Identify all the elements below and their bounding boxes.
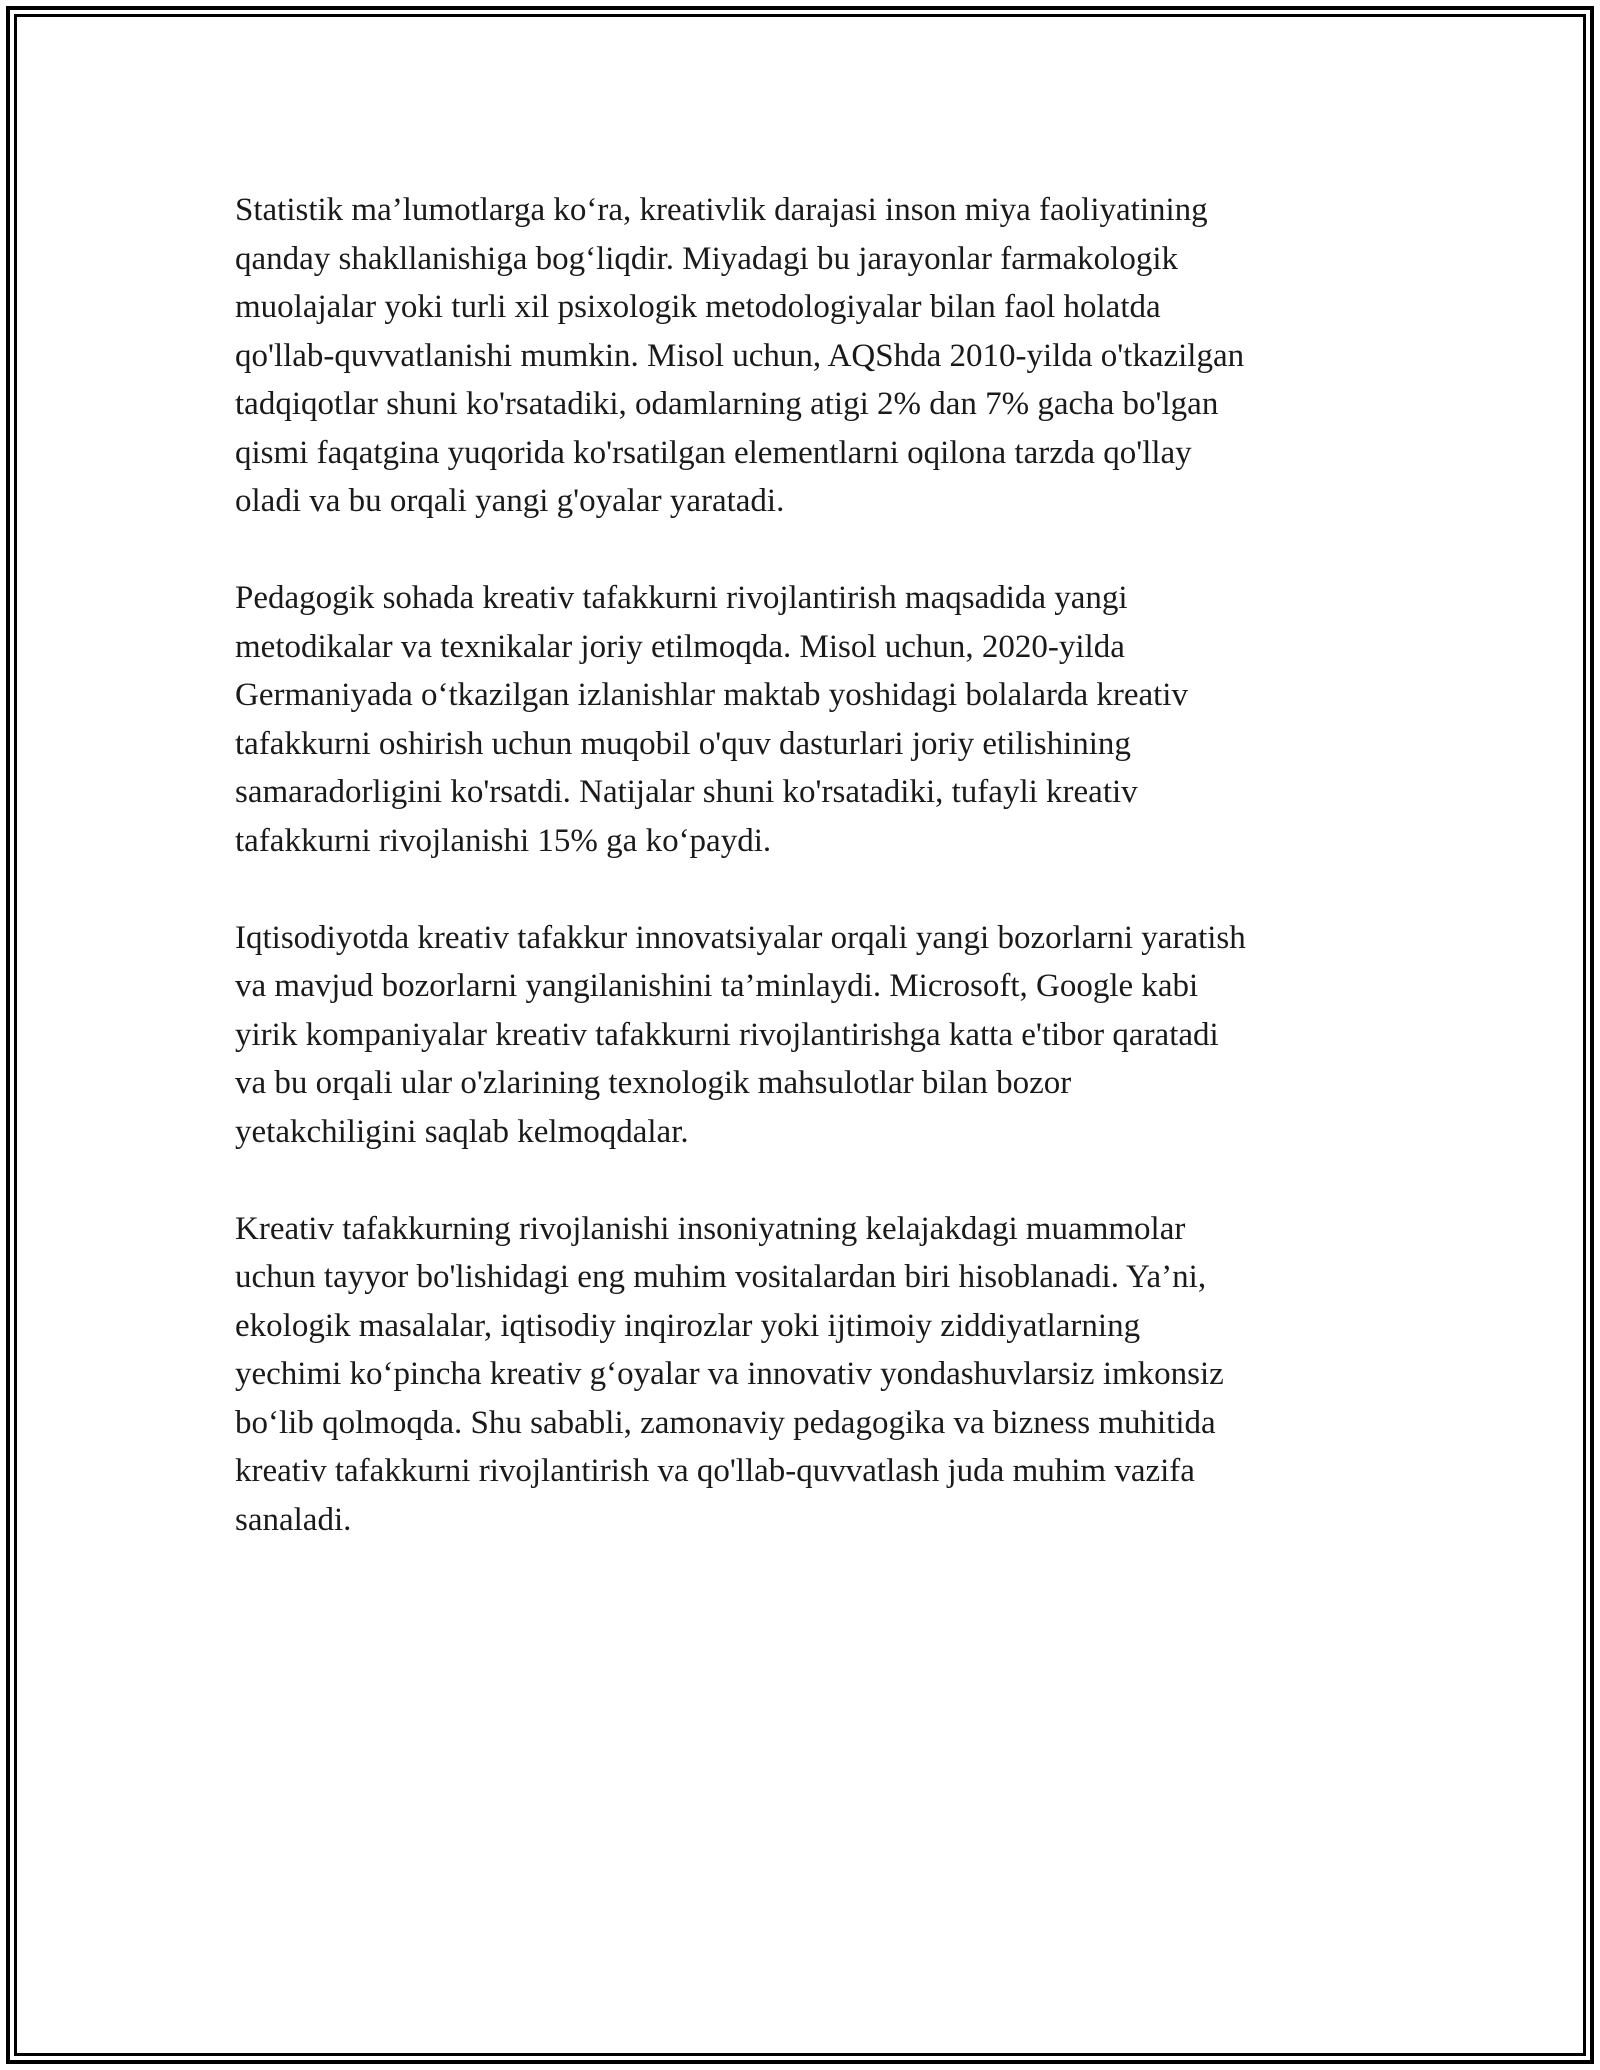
- paragraph-line: tafakkurni rivojlanishi 15% ga ko‘paydi.: [235, 822, 772, 859]
- paragraph-line: tafakkurni oshirish uchun muqobil o'quv dasturlari joriy etilishining: [235, 725, 1131, 762]
- paragraph-line: Statistik ma’lumotlarga ko‘ra, kreativlik darajasi inson miya faoliyatining: [235, 192, 1208, 228]
- paragraph-line: tadqiqotlar shuni ko'rsatadiki, odamlarning atigi 2% dan 7% gacha bo'lgan: [235, 386, 1219, 422]
- paragraph-pedagogy: [235, 574, 1375, 865]
- paragraph-line: yechimi ko‘pincha kreativ g‘oyalar va innovativ yondashuvlarsiz imkonsiz: [235, 1356, 1224, 1392]
- paragraph-line: qo'llab-quvvatlanishi mumkin. Misol uchun, AQShda 2010-yilda o'tkazilgan: [235, 337, 1245, 374]
- paragraph-line: sanaladi.: [235, 1501, 352, 1538]
- paragraph-line: Iqtisodiyotda kreativ tafakkur innovatsiyalar orqali yangi bozorlarni yaratish: [235, 919, 1246, 956]
- paragraph-line: qismi faqatgina yuqorida ko'rsatilgan elementlarni oqilona tarzda qo'llay: [235, 434, 1192, 471]
- paragraph-line: uchun tayyor bo'lishidagi eng muhim vositalardan biri hisoblanadi. Ya’ni,: [235, 1259, 1207, 1295]
- document-body: [235, 186, 1375, 1593]
- paragraph-future: [235, 1205, 1375, 1545]
- paragraph-line: samaradorligini ko'rsatdi. Natijalar shuni ko'rsatadiki, tufayli kreativ: [235, 774, 1138, 810]
- paragraph-line: bo‘lib qolmoqda. Shu sababli, zamonaviy pedagogika va bizness muhitida: [235, 1404, 1216, 1441]
- paragraph-line: muolajalar yoki turli xil psixologik metodologiyalar bilan faol holatda: [235, 289, 1161, 325]
- paragraph-line: yetakchiligini saqlab kelmoqdalar.: [235, 1113, 689, 1150]
- paragraph-line: Germaniyada o‘tkazilgan izlanishlar maktab yoshidagi bolalarda kreativ: [235, 677, 1188, 713]
- paragraph-line: metodikalar va texnikalar joriy etilmoqda. Misol uchun, 2020-yilda: [235, 628, 1125, 665]
- paragraph-line: Pedagogik sohada kreativ tafakkurni rivojlantirish maqsadida yangi: [235, 580, 1128, 616]
- paragraph-line: va mavjud bozorlarni yangilanishini ta’minlaydi. Microsoft, Google kabi: [235, 968, 1199, 1004]
- paragraph-line: yirik kompaniyalar kreativ tafakkurni rivojlantirishga katta e'tibor qaratadi: [235, 1016, 1219, 1053]
- paragraph-statistics: [235, 186, 1375, 526]
- paragraph-line: Kreativ tafakkurning rivojlanishi insoniyatning kelajakdagi muammolar: [235, 1210, 1186, 1247]
- paragraph-line: oladi va bu orqali yangi g'oyalar yaratadi.: [235, 483, 785, 519]
- paragraph-line: va bu orqali ular o'zlarining texnologik mahsulotlar bilan bozor: [235, 1065, 1072, 1101]
- paragraph-economy: [235, 914, 1375, 1157]
- paragraph-line: ekologik masalalar, iqtisodiy inqirozlar yoki ijtimoiy ziddiyatlarning: [235, 1307, 1141, 1344]
- paragraph-line: qanday shakllanishiga bog‘liqdir. Miyadagi bu jarayonlar farmakologik: [235, 240, 1179, 277]
- paragraph-line: kreativ tafakkurni rivojlantirish va qo'llab-quvvatlash juda muhim vazifa: [235, 1453, 1195, 1489]
